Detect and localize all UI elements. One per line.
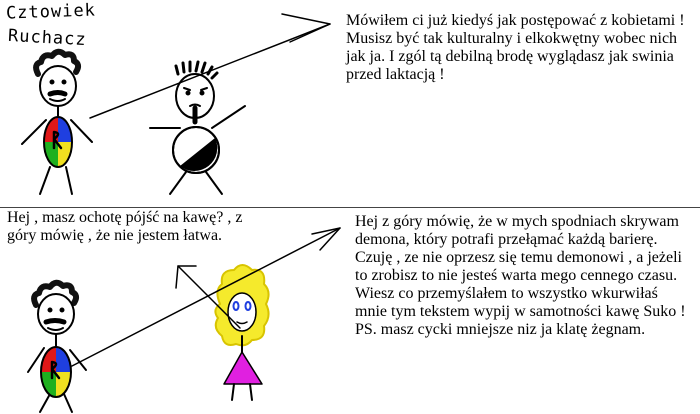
blonde-girl-character xyxy=(215,265,268,400)
girl-legs xyxy=(232,384,252,400)
man-legs xyxy=(40,167,72,194)
black-white-shirt xyxy=(173,127,219,173)
title-line-2: Ruchacz xyxy=(7,25,88,51)
rainbow-shirt-bottom xyxy=(41,347,71,397)
girl-face xyxy=(228,293,256,331)
rainbow-shirt-top xyxy=(44,117,72,167)
speech-text-top: Mówiłem ci już kiedyś jak postępować z kobietami ! Musisz być tak kulturalny i elkokwętny wobec nich jak ja. I zgól tą debilną brodę wyglądasz jak swinia przed laktacją ! xyxy=(346,12,685,83)
title-line-1: Cztowiek xyxy=(5,0,97,24)
man-head-bottom xyxy=(38,294,74,334)
pink-dress xyxy=(224,352,262,384)
speech-text-bottom-left: Hej , masz ochotę pójść na kawę? , z góry mówię , że nie jestem łatwa. xyxy=(7,209,243,244)
bearded-legs xyxy=(170,172,222,194)
speech-text-bottom-right: Hej z góry mówię, że w mych spodniach skrywam demona, który potrafi przełąmać każdą barierę. Czuję , ze nie oprzesz się temu demonowi , a jeżeli to zrobisz to nie jesteś warta mego cennego czasu. Wiesz co przemyślałem to wszystko wkurwiłaś mnie tym tekstem wypij w samotności kawę Suko ! PS. masz cycki mniejsze niz ja klatę żegnam. xyxy=(355,213,686,338)
speech-pointer-man-bottom xyxy=(72,228,340,366)
